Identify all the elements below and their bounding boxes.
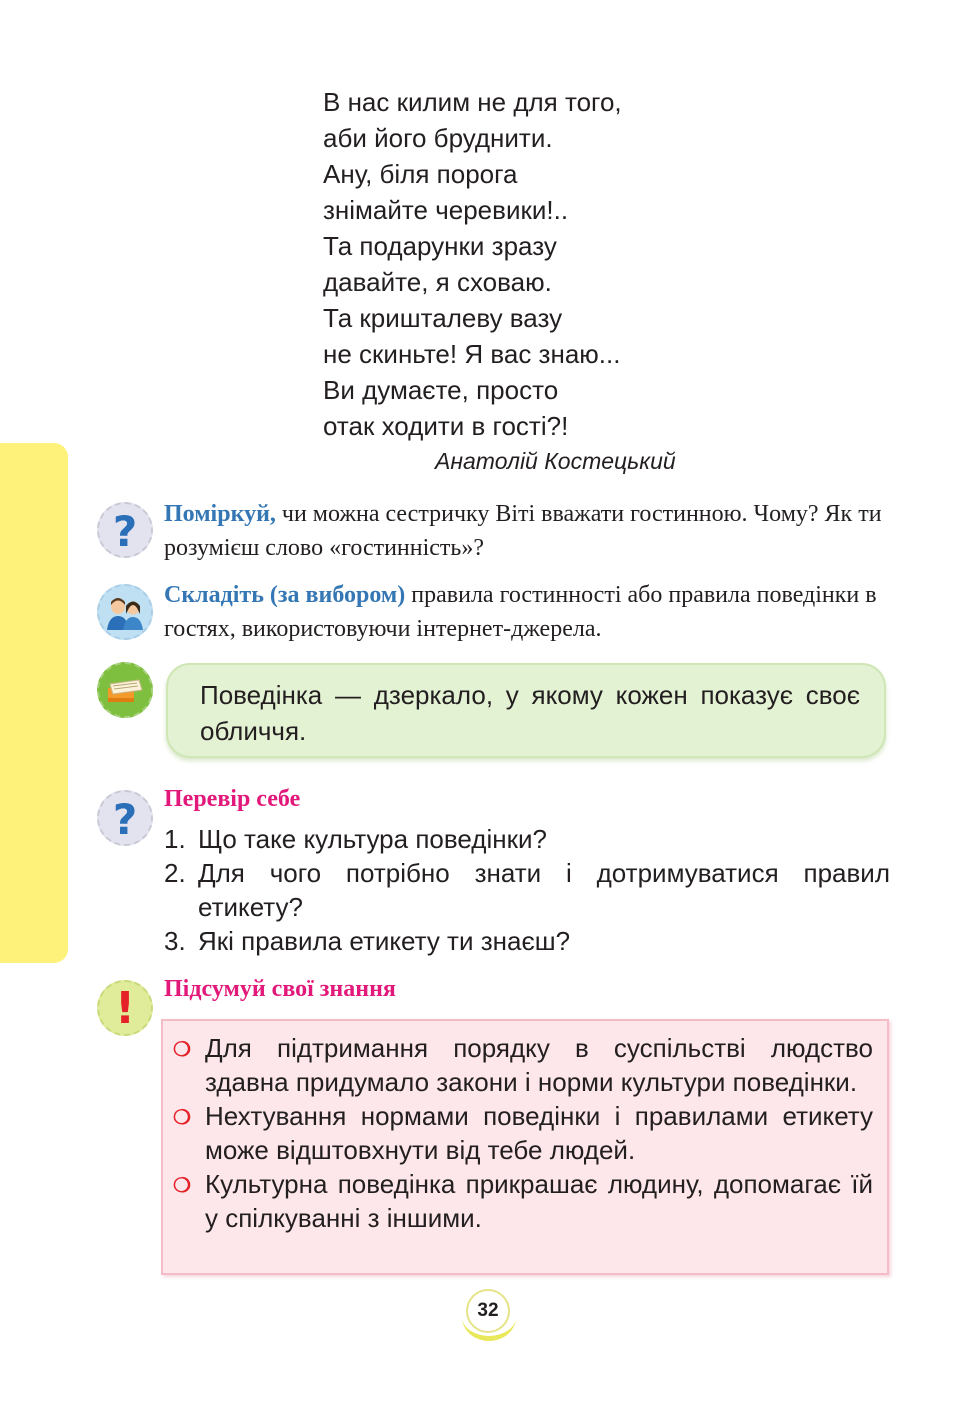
check-title: Перевір себе — [164, 786, 301, 812]
poem-line: отак ходити в гості?! — [323, 411, 569, 441]
poem-line: Та кришталеву вазу — [323, 303, 563, 333]
item-number: 3. — [164, 926, 186, 956]
list-item — [164, 822, 890, 856]
poem-line: аби його бруднити. — [323, 123, 553, 153]
compose-task — [164, 578, 894, 646]
compose-text: правила гостинності або правила поведінки в гостях, використовуючи інтернет-джерела. — [164, 582, 877, 642]
compose-lead: Складіть (за вибором) — [164, 582, 406, 608]
poem-line: знімайте черевики!.. — [323, 195, 569, 225]
item-text: Культурна поведінка прикрашає людину, допомагає їй у спілкуванні з іншими. — [205, 1169, 873, 1233]
item-text: Що таке культура поведінки? — [198, 824, 547, 854]
poem-author: Анатолій Костецький — [435, 448, 676, 474]
bullet-icon: ❍ — [173, 1175, 191, 1197]
exclamation-icon: ! — [97, 980, 153, 1036]
item-text: Для чого потрібно знати і дотримуватися правил етикету? — [198, 858, 890, 922]
list-item — [164, 924, 890, 958]
book-icon — [97, 662, 153, 718]
summary-box — [161, 1019, 889, 1275]
list-item — [173, 1031, 873, 1099]
poem-line: не скиньте! Я вас знаю... — [323, 339, 621, 369]
list-item — [173, 1167, 873, 1235]
summary-title: Підсумуй свої знання — [164, 976, 396, 1002]
poem-line: давайте, я сховаю. — [323, 267, 552, 297]
item-text: Для підтримання порядку в суспільстві людство здавна придумало закони і норми культури поведінки. — [205, 1033, 873, 1097]
item-number: 1. — [164, 824, 186, 854]
bullet-icon: ❍ — [173, 1107, 191, 1129]
poem-line: Ану, біля порога — [323, 159, 518, 189]
people-icon — [97, 584, 153, 640]
side-tab — [0, 443, 68, 963]
question-icon: ? — [97, 502, 153, 558]
item-text: Нехтування нормами поведінки і правилами етикету може відштовхнути від тебе людей. — [205, 1101, 873, 1165]
item-number: 2. — [164, 858, 186, 888]
think-lead: Поміркуй, — [164, 501, 276, 527]
list-item — [164, 856, 890, 924]
poem-line: В нас килим не для того, — [323, 87, 622, 117]
poem-line: Ви думаєте, просто — [323, 375, 559, 405]
poem-line: Та подарунки зразу — [323, 231, 557, 261]
list-item — [173, 1099, 873, 1167]
bullet-icon: ❍ — [173, 1039, 191, 1061]
check-list — [164, 822, 890, 958]
page-number — [462, 1287, 518, 1343]
think-task — [164, 497, 894, 565]
question-icon: ? — [97, 790, 153, 846]
page-number-label: 32 — [466, 1289, 510, 1333]
poem — [323, 84, 622, 444]
proverb-box: Поведінка — дзеркало, у якому кожен показує своє обличчя. — [166, 663, 886, 758]
think-text: чи можна сестричку Віті вважати гостинною. Чому? Як ти розумієш слово «гостинність»? — [164, 501, 882, 561]
item-text: Які правила етикету ти знаєш? — [198, 926, 571, 956]
